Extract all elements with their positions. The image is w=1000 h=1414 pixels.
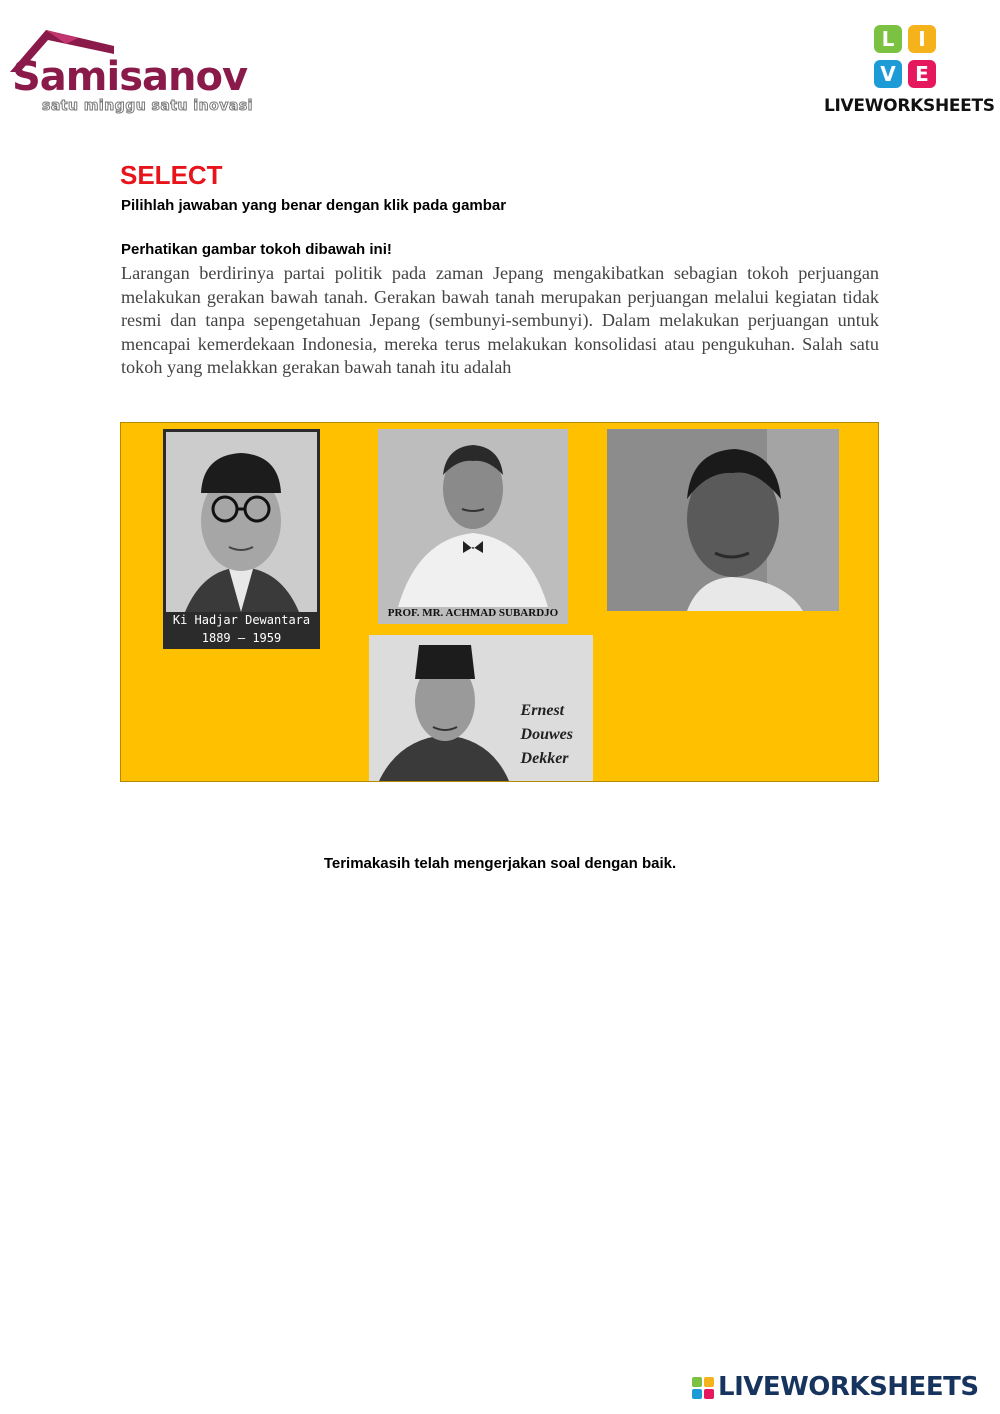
ki-hadjar-caption-years: 1889 – 1959: [201, 631, 282, 645]
footer-tile-l-icon: [692, 1377, 702, 1387]
footer-tile-v-icon: [692, 1389, 702, 1399]
instruction-text: Pilihlah jawaban yang benar dengan klik pada gambar: [121, 197, 507, 214]
logo-tile-i: I: [908, 25, 936, 53]
samisanov-wordmark: Samisanov: [12, 54, 248, 100]
question-subheading: Perhatikan gambar tokoh dibawah ini!: [121, 241, 392, 258]
logo-tile-v: V: [874, 60, 902, 88]
choice-ki-hadjar-dewantara[interactable]: [163, 429, 320, 649]
samisanov-tagline: satu minggu satu inovasi: [42, 98, 253, 114]
footer-liveworksheets-logo: [692, 1372, 992, 1406]
footer-tile-e-icon: [704, 1389, 714, 1399]
ki-hadjar-caption-name: Ki Hadjar Dewantara: [172, 613, 311, 627]
subardjo-caption: PROF. MR. ACHMAD SUBARDJO: [387, 607, 559, 619]
footer-brand-text: LIVEWORKSHEETS: [718, 1372, 979, 1402]
question-paragraph: Larangan berdirinya partai politik pada zaman Jepang mengakibatkan sebagian tokoh perjuangan melakukan gerakan bawah tanah. Gerakan bawah tanah merupakan perjuangan melalui kegiatan tidak resmi dan tanpa sepengetahuan Jepang (sembunyi-sembunyi). Dalam melakukan perjuangan untuk mencapai kemerdekaan Indonesia, mereka terus melakukan konsolidasi atau pengukuhan. Salah satu tokoh yang melakkan gerakan bawah tanah itu adalah: [121, 263, 879, 377]
answer-image-panel: [120, 422, 879, 782]
choice-achmad-subardjo[interactable]: [378, 429, 568, 624]
caption-line-dekker: Dekker: [520, 750, 569, 767]
choice-portrait-three[interactable]: [607, 429, 839, 611]
douwes-dekker-caption: [521, 699, 573, 771]
choice-ernest-douwes-dekker[interactable]: [369, 635, 593, 781]
caption-line-ernest: Ernest: [520, 702, 565, 719]
logo-tile-l: L: [874, 25, 902, 53]
portrait-achmad-subardjo-image: [378, 429, 568, 624]
worksheet-heading: SELECT: [120, 160, 223, 190]
logo-tile-e: E: [908, 60, 936, 88]
liveworksheets-logo-text: LIVEWORKSHEETS: [824, 96, 995, 116]
samisanov-logo: [6, 24, 268, 120]
caption-line-douwes: Douwes: [520, 726, 573, 743]
closing-thanks: Terimakasih telah mengerjakan soal dengan baik.: [323, 855, 677, 872]
portrait-three-image: [607, 429, 839, 611]
liveworksheets-logo: [824, 24, 994, 120]
footer-tile-i-icon: [704, 1377, 714, 1387]
